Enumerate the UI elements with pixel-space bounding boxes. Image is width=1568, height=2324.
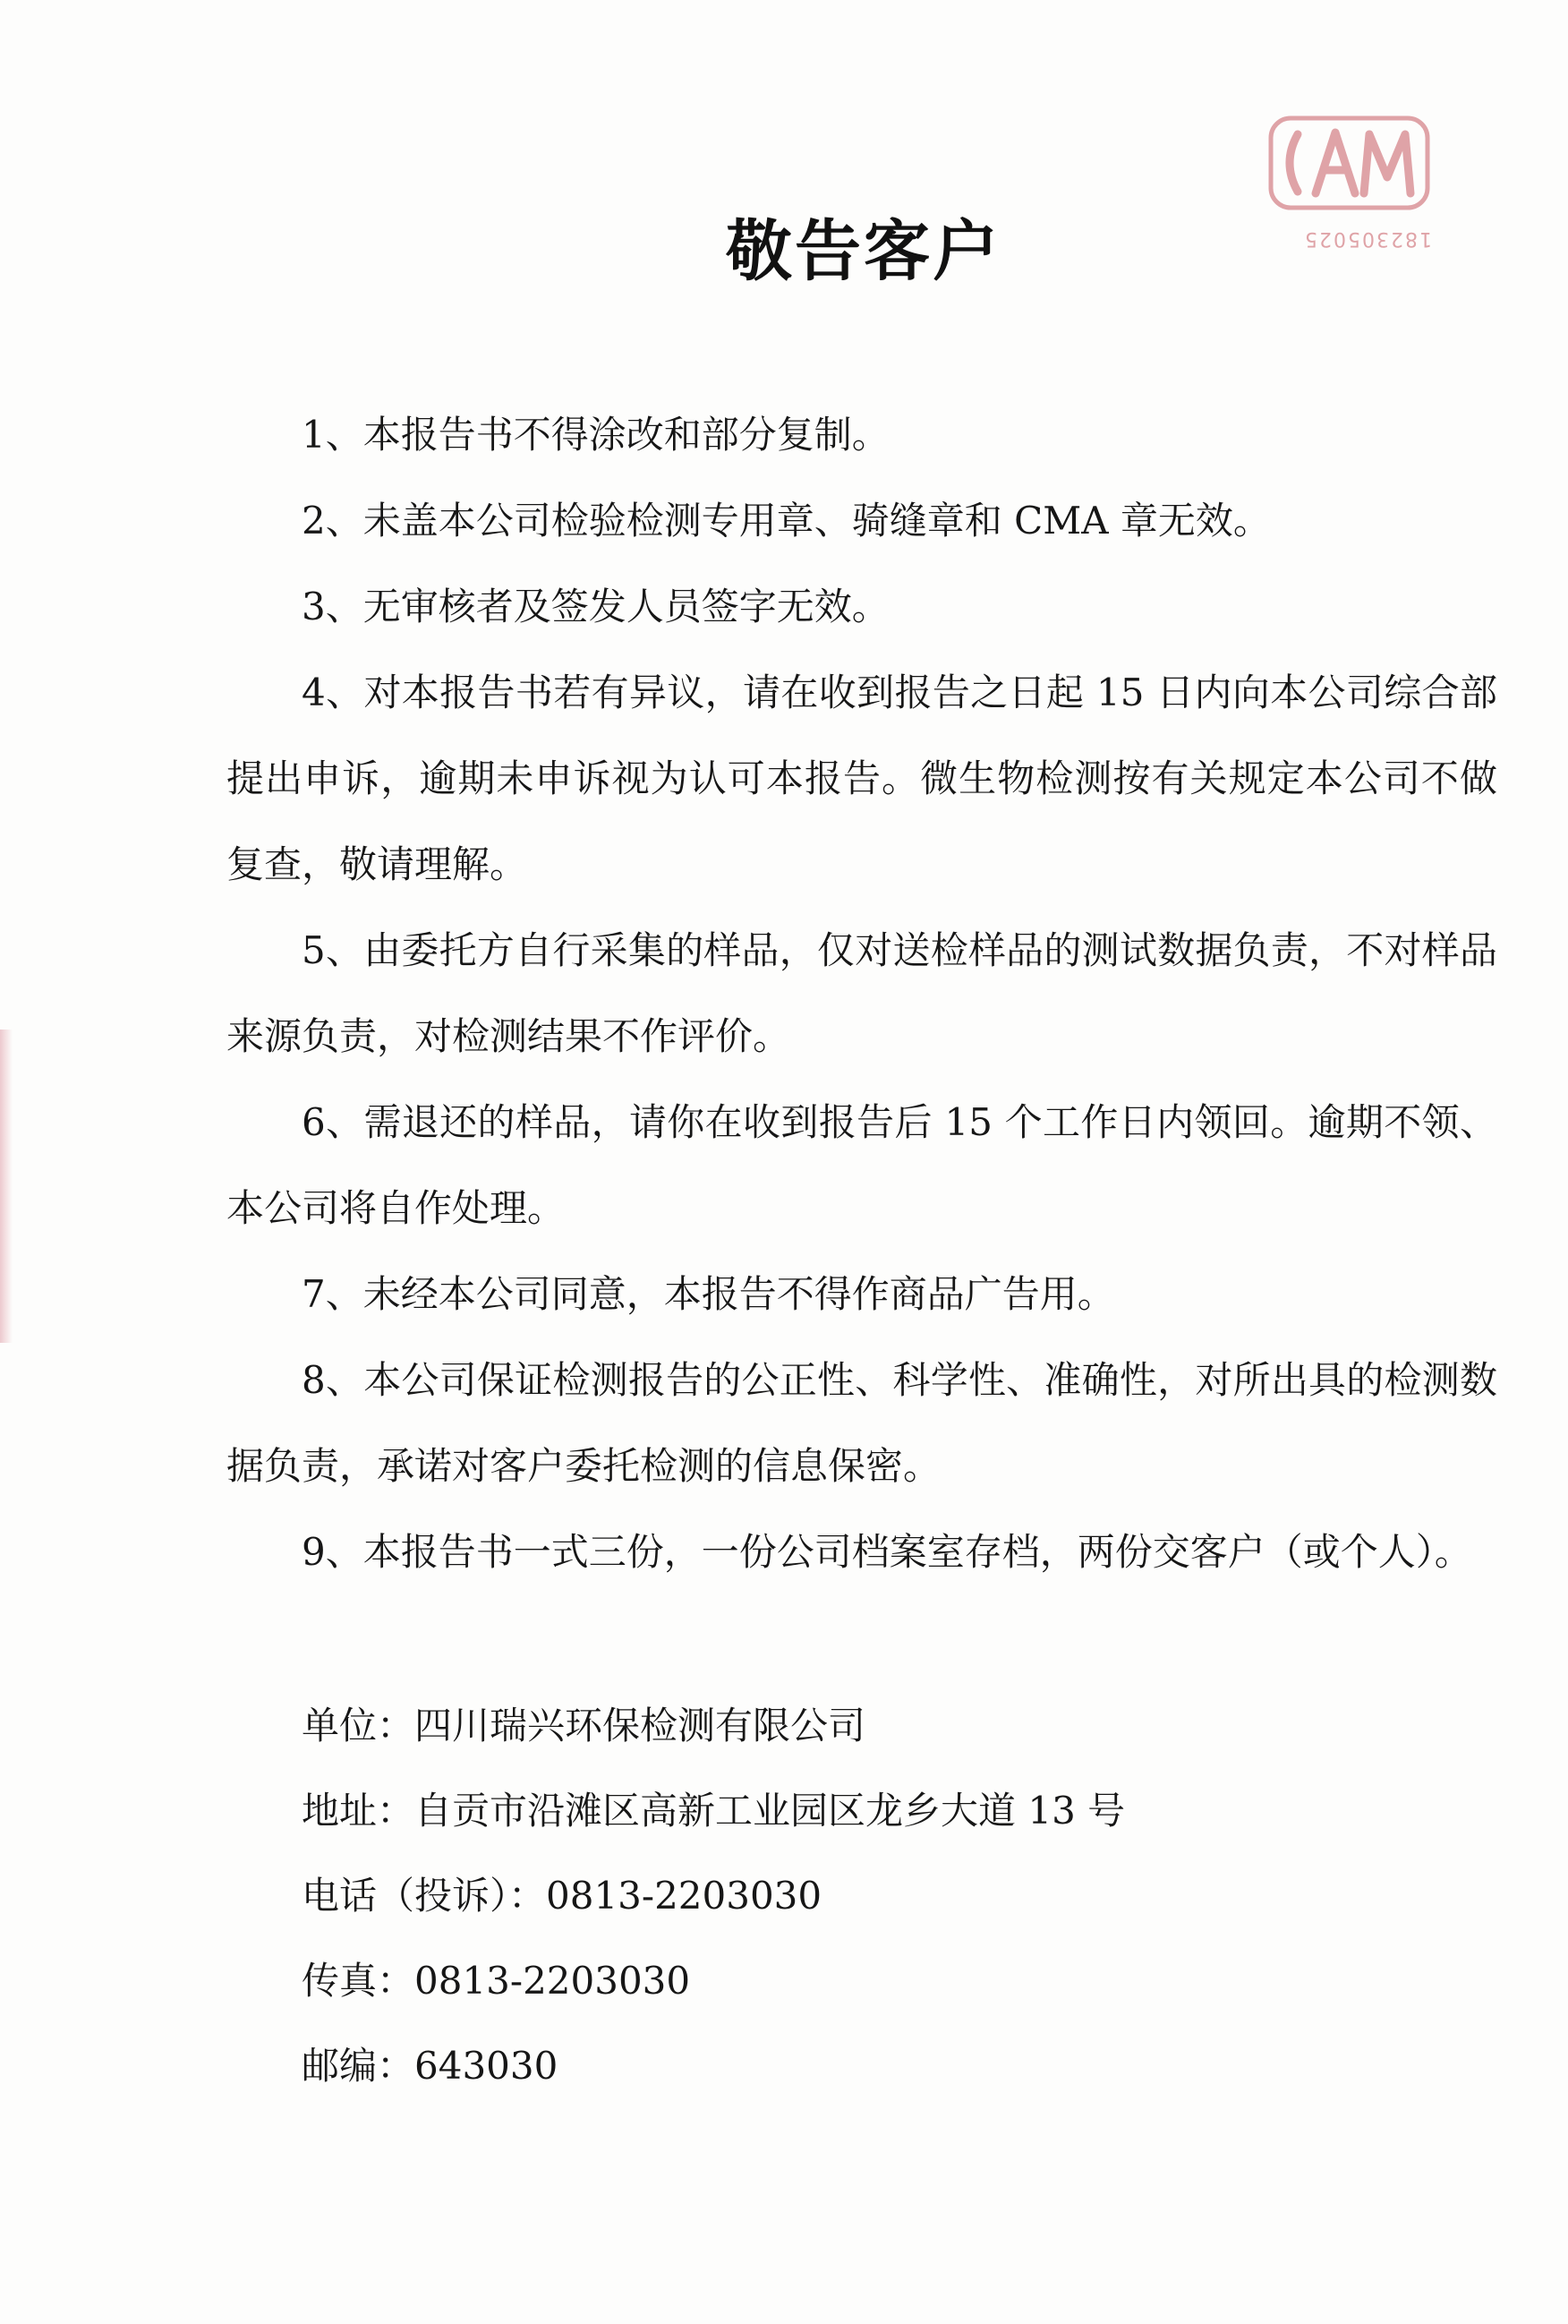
notice-item: 8、本公司保证检测报告的公正性、科学性、准确性，对所出具的检测数据负责，承诺对客户委托检测的信息保密。 <box>226 1358 1497 1488</box>
page-edge-bleed <box>0 1030 13 1343</box>
notice-list <box>226 392 1497 1595</box>
notice-item: 1、本报告书不得涂改和部分复制。 <box>302 413 890 457</box>
notice-item: 3、无审核者及签发人员签字无效。 <box>302 585 890 628</box>
contact-fax: 传真：0813-2203030 <box>302 1959 691 2003</box>
page-title: 敬告客户 <box>726 213 1001 290</box>
svg-text:182305025: 182305025 <box>1303 227 1432 250</box>
contact-phone: 电话（投诉）：0813-2203030 <box>302 1874 822 1918</box>
notice-item: 5、由委托方自行采集的样品，仅对送检样品的测试数据负责，不对样品来源负责，对检测结果不作评价。 <box>226 928 1497 1058</box>
contact-postcode: 邮编：643030 <box>302 2044 558 2088</box>
contact-info <box>302 1683 1376 2108</box>
contact-address: 地址：自贡市沿滩区高新工业园区龙乡大道 13 号 <box>302 1789 1126 1833</box>
contact-company: 单位：四川瑞兴环保检测有限公司 <box>302 1704 866 1747</box>
notice-item: 6、需退还的样品，请你在收到报告后 15 个工作日内领回。逾期不领、本公司将自作处理。 <box>226 1100 1497 1230</box>
notice-item: 7、未经本公司同意，本报告不得作商品广告用。 <box>302 1272 1115 1316</box>
notice-item: 4、对本报告书若有异议，请在收到报告之日起 15 日内向本公司综合部提出申诉，逾期未申诉视为认可本报告。微生物检测按有关规定本公司不做复查，敬请理解。 <box>226 671 1497 886</box>
notice-item: 2、未盖本公司检验检测专用章、骑缝章和 CMA 章无效。 <box>302 499 1271 543</box>
notice-item: 9、本报告书一式三份，一份公司档案室存档，两份交客户（或个人）。 <box>302 1530 1472 1574</box>
